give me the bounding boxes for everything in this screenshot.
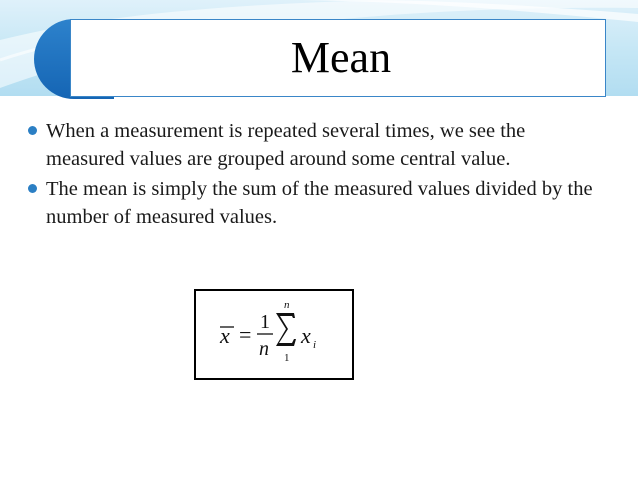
formula-denominator: n (259, 338, 269, 360)
bullet-dot-icon (28, 184, 37, 193)
list-item (28, 175, 598, 231)
list-item (28, 117, 598, 173)
formula-lower-limit: 1 (284, 352, 290, 364)
mean-formula-box (194, 289, 354, 380)
formula-equals: = (239, 322, 252, 347)
bullet-list (28, 117, 598, 233)
mean-formula (196, 291, 352, 378)
title-box (70, 19, 606, 97)
bullet-dot-icon (28, 126, 37, 135)
formula-upper-limit: n (284, 299, 290, 311)
sigma-icon (276, 313, 296, 346)
bullet-text: When a measurement is repeated several times, we see the measured values are grouped around some central value. (46, 120, 526, 170)
page-title: Mean (290, 33, 392, 82)
formula-subscript: i (313, 339, 317, 351)
bullet-text: The mean is simply the sum of the measured values divided by the number of measured values. (46, 178, 593, 228)
formula-lhs: x (220, 323, 230, 348)
title-bar (34, 19, 608, 99)
formula-numerator: 1 (260, 311, 270, 333)
formula-summand: x (301, 323, 311, 348)
